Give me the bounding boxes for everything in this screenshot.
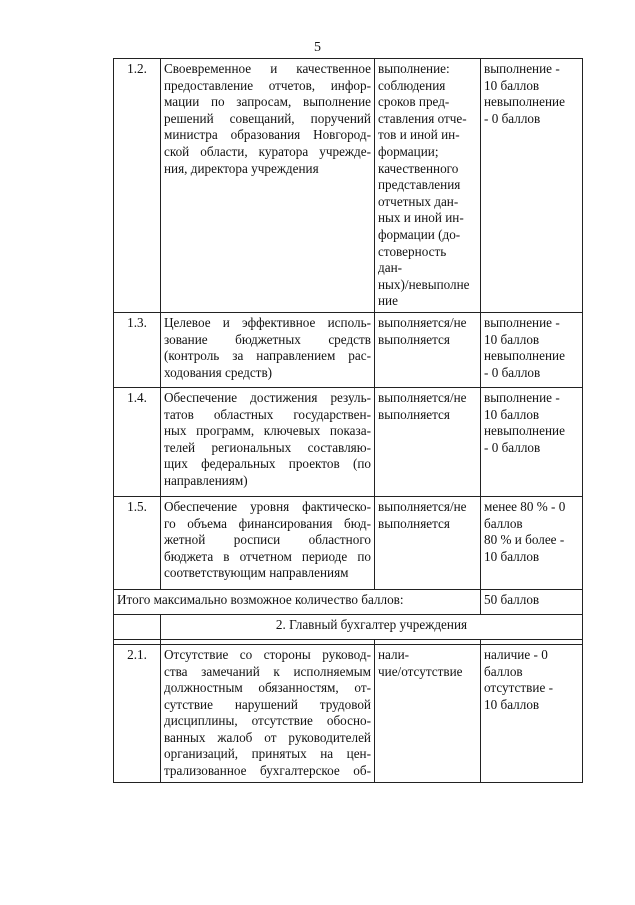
- criteria-table: [113, 58, 583, 783]
- criterion-number: 1.4.: [114, 387, 161, 496]
- table-row: [114, 59, 583, 313]
- criterion-text: Обеспечение достижения резуль- татов областных государствен- ных программ, ключевых показа- телей региональных составляю- щих федеральных проектов (по направлениям): [161, 387, 375, 496]
- condition-text: выполняется/не выполняется: [375, 496, 481, 589]
- table-row: [114, 387, 583, 496]
- condition-text: выполнение: соблюдения сроков пред- ставления отче- тов и иной ин- формации; качественного представления отчетных дан- ных и иной ин- формации (до- стоверность дан- ных)/невыполне ние: [375, 59, 481, 313]
- score-text: выполнение - 10 баллов невыполнение - 0 баллов: [481, 312, 583, 387]
- table-row: [114, 312, 583, 387]
- total-value: 50 баллов: [481, 589, 583, 614]
- condition-text: выполняется/не выполняется: [375, 387, 481, 496]
- total-row: [114, 589, 583, 614]
- criterion-number: 1.3.: [114, 312, 161, 387]
- section-heading-spacer: [114, 614, 161, 639]
- score-text: наличие - 0 баллов отсутствие - 10 баллов: [481, 644, 583, 782]
- criterion-number: 1.2.: [114, 59, 161, 313]
- table-row: [114, 496, 583, 589]
- condition-text: выполняется/не выполняется: [375, 312, 481, 387]
- criterion-text: Своевременное и качественное предоставление отчетов, инфор- мации по запросам, выполнение решений совещаний, поручений министра образования Новгород- ской области, куратора учрежде- ния, директора учреждения: [161, 59, 375, 313]
- criterion-text: Целевое и эффективное исполь- зование бюджетных средств (контроль за направлением рас- ходования средств): [161, 312, 375, 387]
- criterion-number: 1.5.: [114, 496, 161, 589]
- page-number: 5: [314, 40, 321, 55]
- total-label: Итого максимально возможное количество баллов:: [114, 589, 481, 614]
- score-text: выполнение - 10 баллов невыполнение - 0 баллов: [481, 387, 583, 496]
- criterion-text: Обеспечение уровня фактическо- го объема финансирования бюд- жетной росписи областного бюджета в отчетном периоде по соответствующим направлениям: [161, 496, 375, 589]
- score-text: выполнение - 10 баллов невыполнение - 0 баллов: [481, 59, 583, 313]
- criterion-text: Отсутствие со стороны руковод- ства замечаний к исполняемым должностным обязанностям, от- сутствие нарушений трудовой дисциплины, отсутствие обосно- ванных жалоб от руководителей организаций, принятых на цен- трализованное бухгалтерское об-: [161, 644, 375, 782]
- criterion-number: 2.1.: [114, 644, 161, 782]
- section-heading: 2. Главный бухгалтер учреждения: [161, 614, 583, 639]
- section-heading-row: [114, 614, 583, 639]
- score-text: менее 80 % - 0 баллов 80 % и более - 10 баллов: [481, 496, 583, 589]
- condition-text: нали- чие/отсутствие: [375, 644, 481, 782]
- table-row: [114, 644, 583, 782]
